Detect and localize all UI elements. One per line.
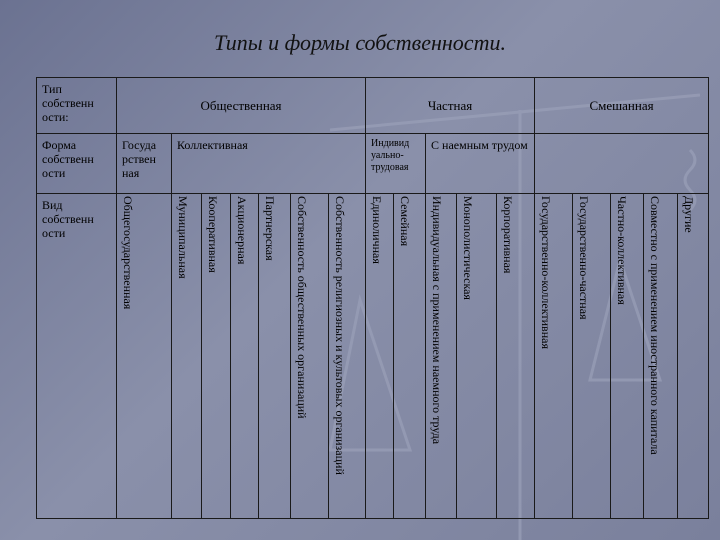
kind-item: Кооперативная bbox=[206, 196, 220, 273]
kind-item: Корпоративная bbox=[501, 196, 516, 274]
type-private: Частная bbox=[366, 78, 535, 134]
kind-item: Единоличная bbox=[370, 196, 385, 264]
kind-item: Государственно-частная bbox=[577, 196, 592, 320]
kind-item: Совместно с применением иностранного капитала bbox=[648, 196, 663, 455]
row-kind-label: Вид собственн ости bbox=[37, 194, 117, 519]
kind-item: Семейная bbox=[398, 196, 413, 247]
kind-item: Акционерная bbox=[235, 196, 249, 265]
page-title: Типы и формы собственности. bbox=[214, 30, 506, 55]
form-collective: Коллективная bbox=[172, 134, 366, 194]
type-mixed: Смешанная bbox=[535, 78, 709, 134]
kind-item: Собственность общественных организаций bbox=[295, 196, 309, 419]
kind-item: Собственность религиозных и культовых организаций bbox=[333, 196, 347, 475]
kind-item: Общегосударственная bbox=[121, 196, 135, 310]
kind-item: Монополистическая bbox=[461, 196, 476, 300]
row-type-label: Тип собственн ости: bbox=[37, 78, 117, 134]
form-mixed-empty bbox=[535, 134, 709, 194]
kind-item: Частно-коллективная bbox=[615, 196, 630, 305]
type-public: Общественная bbox=[117, 78, 366, 134]
form-hired-labor: С наемным трудом bbox=[426, 134, 535, 194]
kind-item: Муниципальная bbox=[176, 196, 190, 279]
kind-item: Другие bbox=[682, 196, 697, 233]
form-state: Госуда рствен ная bbox=[117, 134, 172, 194]
ownership-table bbox=[36, 77, 709, 519]
kind-item: Партнерская bbox=[263, 196, 277, 261]
kind-item: Государственно-коллективная bbox=[539, 196, 554, 349]
form-individual-labor: Индивид уально-трудовая bbox=[366, 134, 426, 194]
row-form-label: Форма собственн ости bbox=[37, 134, 117, 194]
kind-item: Индивидуальная с применением наемного труда bbox=[430, 196, 445, 445]
